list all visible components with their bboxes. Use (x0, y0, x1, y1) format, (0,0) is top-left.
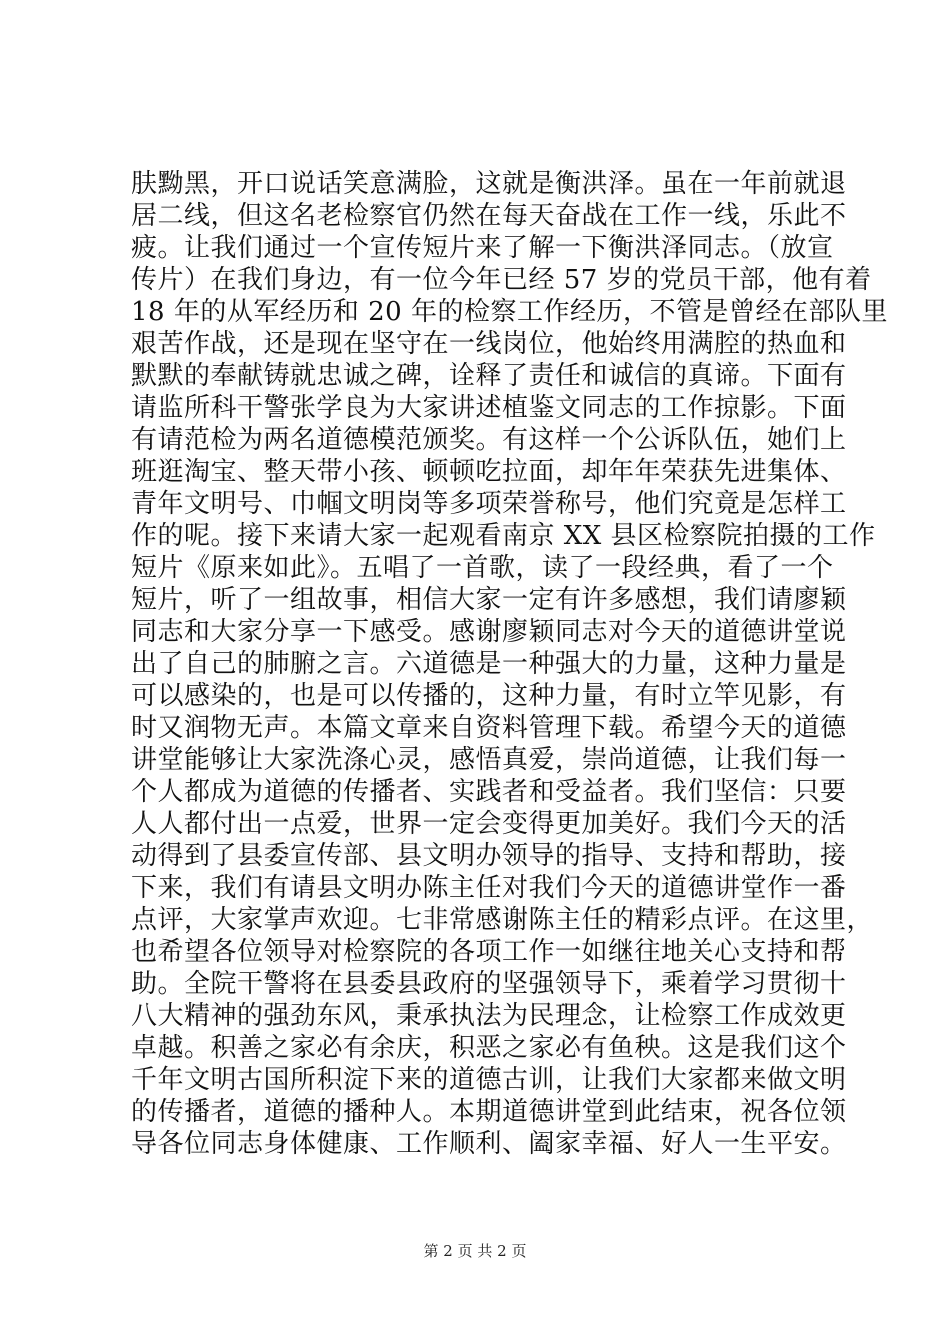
text-line: 个人都成为道德的传播者、实践者和受益者。我们坚信：只要 (131, 777, 847, 807)
text-line: 默默的奉献铸就忠诚之碑，诠释了责任和诚信的真谛。下面有 (131, 361, 847, 391)
text-line: 肤黝黑，开口说话笑意满脸，这就是衡洪泽。虽在一年前就退 (131, 169, 847, 199)
text-line: 同志和大家分享一下感受。感谢廖颖同志对今天的道德讲堂说 (131, 617, 847, 647)
text-line: 疲。让我们通过一个宣传短片来了解一下衡洪泽同志。（放宣 (131, 233, 834, 263)
text-line: 的传播者，道德的播种人。本期道德讲堂到此结束，祝各位领 (131, 1097, 847, 1127)
text-line: 作的呢。接下来请大家一起观看南京 XX 县区检察院拍摄的工作 (131, 521, 876, 551)
text-line: 下来，我们有请县文明办陈主任对我们今天的道德讲堂作一番 (131, 873, 847, 903)
text-line: 请监所科干警张学良为大家讲述植鉴文同志的工作掠影。下面 (131, 393, 847, 423)
text-line: 也希望各位领导对检察院的各项工作一如继往地关心支持和帮 (131, 937, 847, 967)
text-line: 班逛淘宝、整天带小孩、顿顿吃拉面，却年年荣获先进集体、 (131, 457, 847, 487)
text-line: 讲堂能够让大家洗涤心灵，感悟真爱，崇尚道德，让我们每一 (131, 745, 847, 775)
text-line: 出了自己的肺腑之言。六道德是一种强大的力量，这种力量是 (131, 649, 847, 679)
text-line: 有请范检为两名道德模范颁奖。有这样一个公诉队伍，她们上 (131, 425, 847, 455)
text-line: 八大精神的强劲东风，秉承执法为民理念，让检察工作成效更 (131, 1001, 847, 1031)
text-line: 可以感染的，也是可以传播的，这种力量，有时立竿见影，有 (131, 681, 847, 711)
text-line: 艰苦作战，还是现在坚守在一线岗位，他始终用满腔的热血和 (131, 329, 847, 359)
text-line: 时又润物无声。本篇文章来自资料管理下载。希望今天的道德 (131, 713, 847, 743)
body-text (131, 168, 888, 1160)
text-line: 导各位同志身体健康、工作顺利、阖家幸福、好人一生平安。 (131, 1129, 847, 1159)
text-line: 千年文明古国所积淀下来的道德古训，让我们大家都来做文明 (131, 1065, 847, 1095)
page-number-footer: 第 2 页 共 2 页 (423, 1242, 527, 1260)
text-line: 动得到了县委宣传部、县文明办领导的指导、支持和帮助，接 (131, 841, 847, 871)
text-line: 卓越。积善之家必有余庆，积恶之家必有鱼秧。这是我们这个 (131, 1033, 847, 1063)
text-line: 人人都付出一点爱，世界一定会变得更加美好。我们今天的活 (131, 809, 847, 839)
text-line: 助。全院干警将在县委县政府的坚强领导下，乘着学习贯彻十 (131, 969, 847, 999)
text-line: 短片《原来如此》。五唱了一首歌，读了一段经典，看了一个 (131, 553, 834, 583)
text-line: 点评，大家掌声欢迎。七非常感谢陈主任的精彩点评。在这里， (131, 905, 874, 935)
text-line: 青年文明号、巾帼文明岗等多项荣誉称号，他们究竟是怎样工 (131, 489, 847, 519)
text-line: 短片，听了一组故事，相信大家一定有许多感想，我们请廖颖 (131, 585, 847, 615)
text-line: 传片）在我们身边，有一位今年已经 57 岁的党员干部，他有着 (131, 265, 872, 295)
text-line: 居二线，但这名老检察官仍然在每天奋战在工作一线，乐此不 (131, 201, 847, 231)
text-line: 18 年的从军经历和 20 年的检察工作经历，不管是曾经在部队里 (131, 297, 888, 327)
